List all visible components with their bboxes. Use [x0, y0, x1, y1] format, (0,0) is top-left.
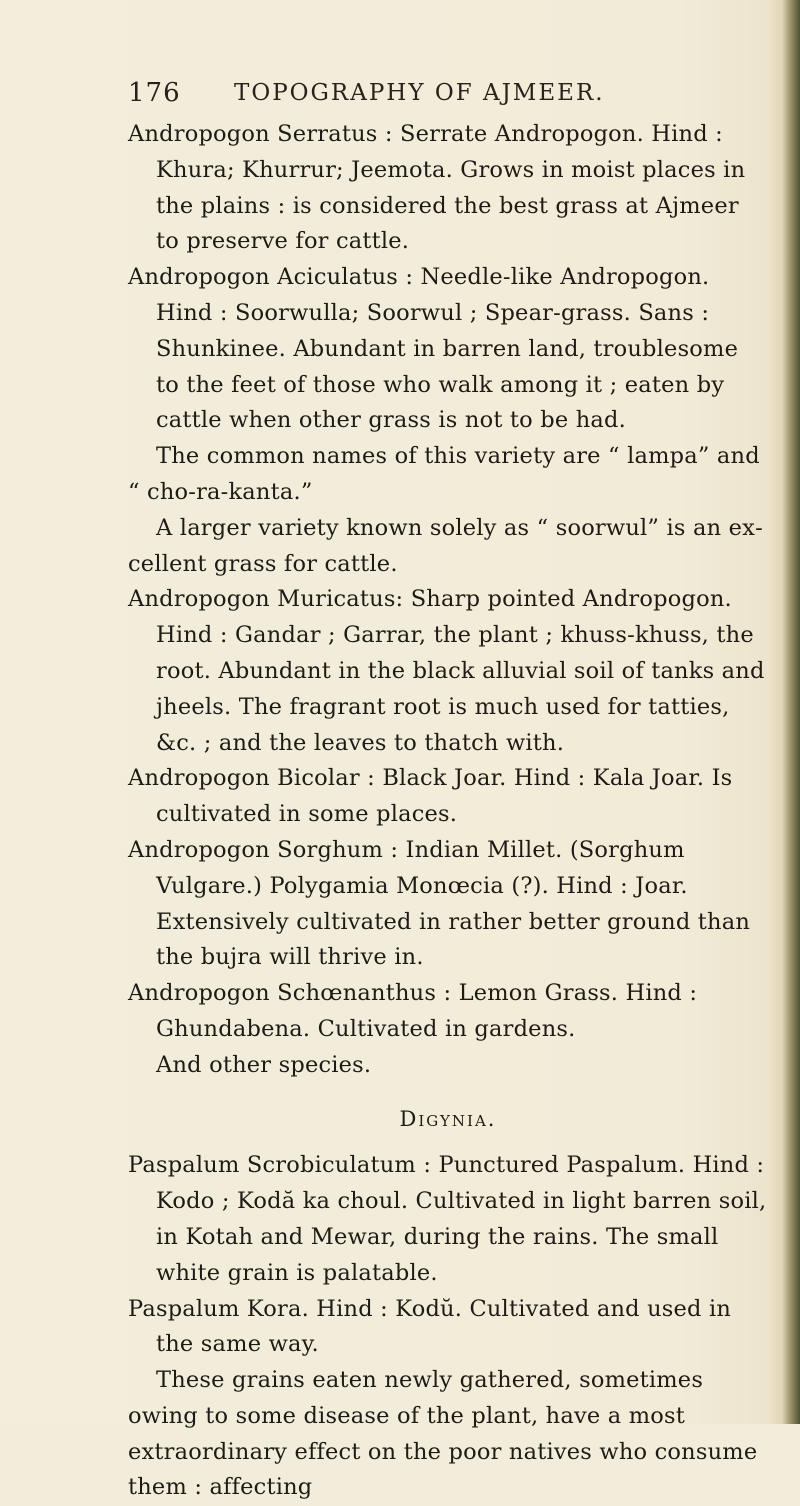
entry-andropogon-muricatus: Andropogon Muricatus: Sharp pointed Andropogon. Hind : Gandar ; Garrar, the plant ; khuss-khuss, the root. Abundant in the black alluvial soil of tanks and jheels. The fragrant root is much used for tatties, &c. ; and the leaves to thatch with. — [128, 586, 765, 756]
paragraph-grains-effect: These grains eaten newly gathered, sometimes owing to some disease of the plant, have a most extraordinary effect on the poor natives who consume them : affecting — [128, 1367, 758, 1501]
paragraph-common-names: The common names of this variety are “ lampa” and “ cho-ra-kanta.” — [128, 443, 760, 505]
entry-andropogon-bicolar: Andropogon Bicolar : Black Joar. Hind : Kala Joar. Is cultivated in some places. — [128, 765, 733, 828]
entry-andropogon-aciculatus: Andropogon Aciculatus : Needle-like Andropogon. Hind : Soorwulla; Soorwul ; Spear-grass. Sans : Shunkinee. Abundant in barren land, troublesome to the feet of those who walk among it ; eaten by cattle when other grass is not to be had. — [128, 264, 739, 434]
entry-paspalum-kora: Paspalum Kora. Hind : Kodŭ. Cultivated and used in the same way. — [128, 1295, 732, 1358]
entry-andropogon-schoenanthus: Andropogon Schœnanthus : Lemon Grass. Hind : Ghundabena. Cultivated in gardens. — [128, 980, 698, 1042]
entry-paspalum-scrobiculatum: Paspalum Scrobiculatum : Punctured Paspalum. Hind : Kodo ; Kodă ka choul. Cultivated in light barren soil, in Kotah and Mewar, during the rains. The small white grain is palatable. — [128, 1152, 767, 1286]
paragraph-other-species: And other species. — [156, 1051, 372, 1078]
running-title: TOPOGRAPHY OF AJMEER. — [234, 80, 605, 106]
page-header — [0, 70, 800, 110]
page-body — [128, 117, 768, 1506]
entry-andropogon-serratus: Andropogon Serratus : Serrate Andropogon. Hind : Khura; Khurrur; Jeemota. Grows in moist places in the plains : is considered the best grass at Ajmeer to preserve for cattle. — [128, 121, 746, 255]
paragraph-larger-variety: A larger variety known solely as “ soorwul” is an excellent grass for cattle. — [128, 514, 763, 577]
page-edge-shadow — [782, 0, 800, 1424]
page-number: 176 — [128, 78, 181, 108]
section-heading-digynia: Digynia. — [399, 1106, 497, 1131]
entry-andropogon-sorghum: Andropogon Sorghum : Indian Millet. (Sorghum Vulgare.) Polygamia Monœcia (?). Hind : Joar. Extensively cultivated in rather better ground than the bujra will thrive in. — [128, 836, 751, 971]
